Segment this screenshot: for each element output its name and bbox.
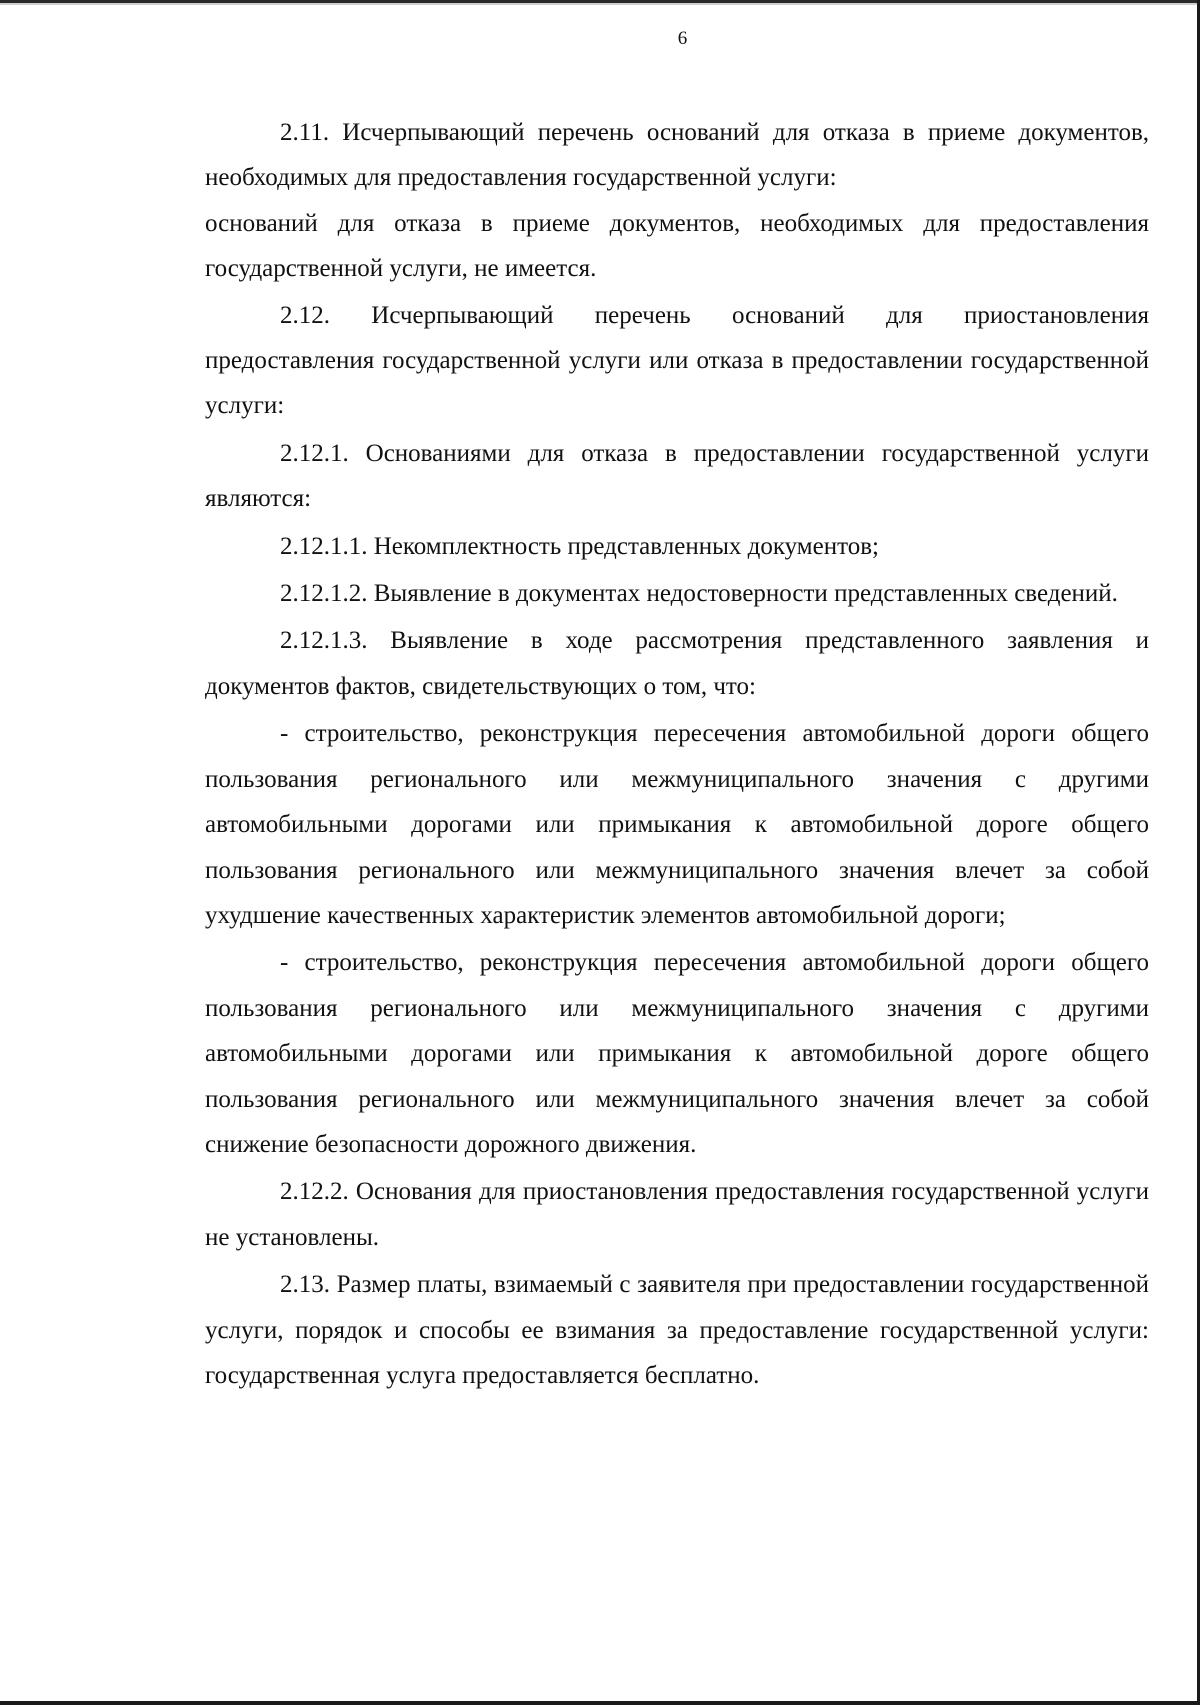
- document-body: [205, 110, 1149, 1398]
- paragraph-list-item-2: - строительство, реконструкция пересечения автомобильной дороги общего пользования регионального или межмуниципального значения с другими автомобильными дорогами или примыкания к автомобильной дороге общего пользования регионального или межмуниципального значения влечет за собой снижение безопасности дорожного движения.: [205, 949, 1149, 1158]
- paragraph-2-11: 2.11. Исчерпывающий перечень оснований для отказа в приеме документов, необходимых для предоставления государственной услуги:: [205, 119, 1149, 192]
- paragraph-2-11-answer: оснований для отказа в приеме документов, необходимых для предоставления государственной услуги, не имеется.: [205, 209, 1149, 283]
- paragraph-2-12-1-2: 2.12.1.2. Выявление в документах недостоверности представленных сведений.: [280, 580, 1118, 608]
- scan-edge-top-shade: [0, 3, 1200, 5]
- paragraph-2-12-1-1: 2.12.1.1. Некомплектность представленных документов;: [280, 532, 879, 560]
- paragraph-2-13: 2.13. Размер платы, взимаемый с заявителя при предоставлении государственной услуги, порядок и способы ее взимания за предоставление государственной услуги: государственная услуга предоставляется бесплатно.: [205, 1271, 1149, 1389]
- paragraph-2-12-2: 2.12.2. Основания для приостановления предоставления государственной услуги не установлены.: [205, 1178, 1149, 1251]
- paragraph-2-12-1-3: 2.12.1.3. Выявление в ходе рассмотрения представленного заявления и документов фактов, свидетельствующих о том, что:: [205, 627, 1149, 700]
- paragraph-2-12: 2.12. Исчерпывающий перечень оснований для приостановления предоставления государственной услуги или отказа в предоставлении государственной услуги:: [205, 301, 1149, 420]
- paragraph-list-item-1: - строительство, реконструкция пересечения автомобильной дороги общего пользования регионального или межмуниципального значения с другими автомобильными дорогами или примыкания к автомобильной дороге общего пользования регионального или межмуниципального значения влечет за собой ухудшение качественных характеристик элементов автомобильной дороги;: [205, 720, 1149, 929]
- scan-edge-bottom: [0, 1701, 1200, 1705]
- paragraph-2-12-1: 2.12.1. Основаниями для отказа в предоставлении государственной услуги являются:: [205, 439, 1149, 513]
- page-number: 6: [677, 28, 688, 49]
